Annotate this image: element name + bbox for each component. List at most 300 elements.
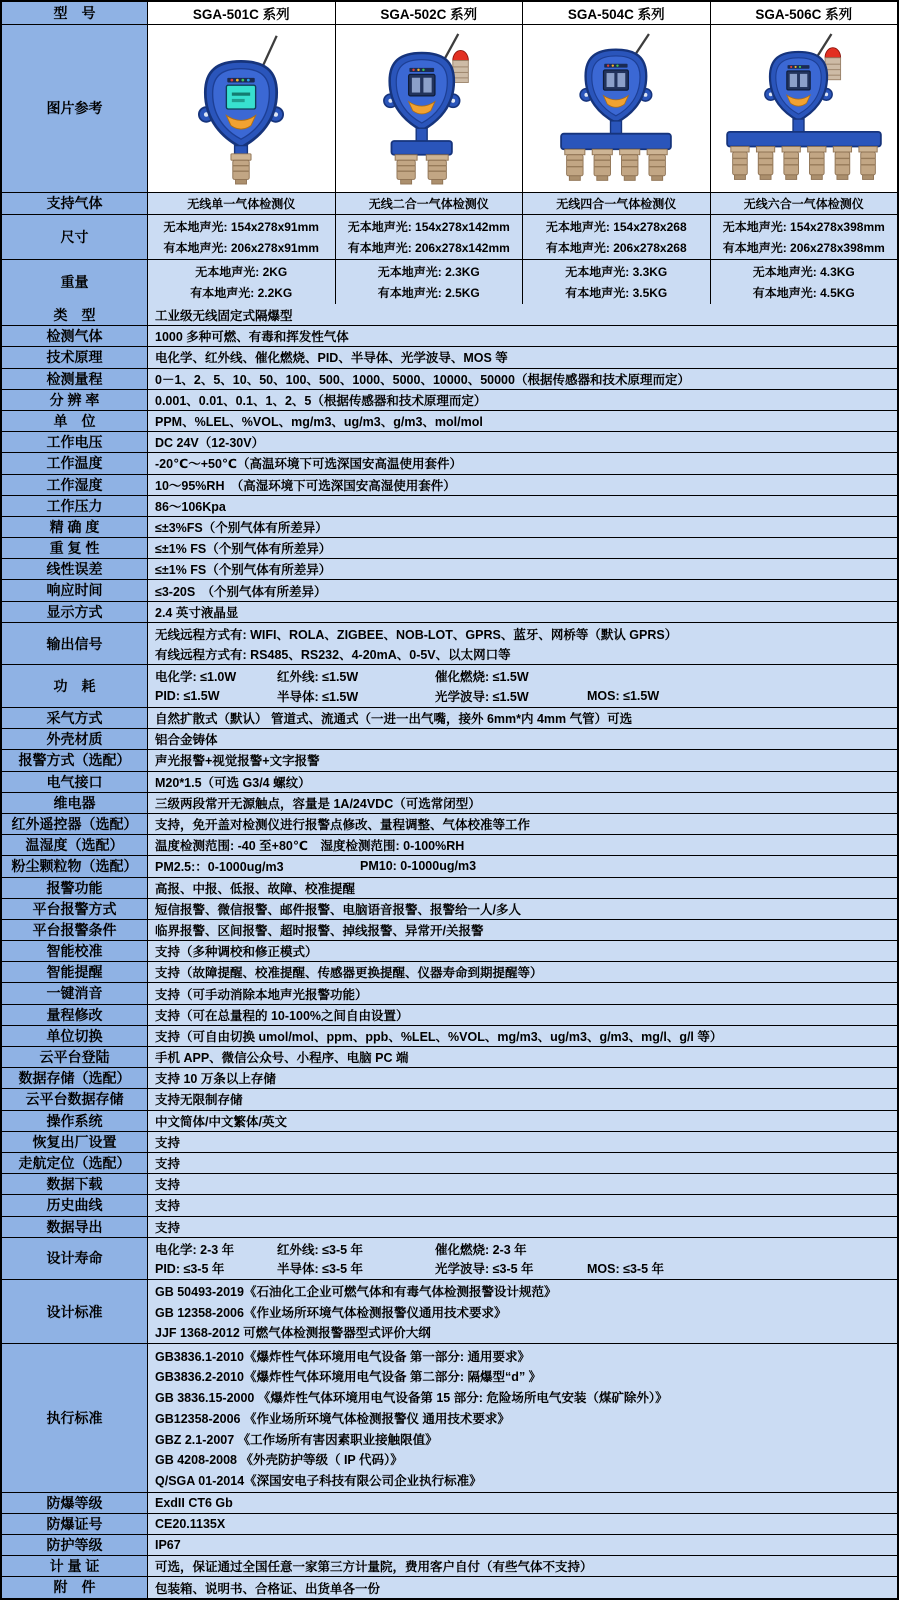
row-value: [148, 1195, 897, 1215]
row-label: 粉尘颗粒物（选配）: [2, 856, 148, 876]
size-value: [523, 215, 711, 259]
spec-row: [2, 516, 897, 537]
spec-row: [2, 1279, 897, 1343]
spec-row: [2, 1343, 897, 1492]
weight-line: 无本地声光: 2KG: [195, 265, 288, 280]
row-value: [148, 304, 897, 325]
spec-row: [2, 389, 897, 410]
value-segment: 支持（可手动消除本地声光报警功能）: [155, 987, 368, 1002]
row-label: 云平台数据存储: [2, 1089, 148, 1109]
value-line: [155, 476, 893, 494]
row-value: [148, 602, 897, 622]
value-segment: GB3836.1-2010《爆炸性气体环境用电气设备 第一部分: 通用要求》: [155, 1349, 531, 1364]
value-line: [155, 348, 893, 366]
spec-row: [2, 1492, 897, 1513]
value-line: [155, 857, 893, 875]
row-label: 走航定位（选配）: [2, 1153, 148, 1173]
row-label: 线性误差: [2, 559, 148, 579]
value-line: [155, 709, 893, 727]
row-value: [148, 1556, 897, 1576]
row-value: [148, 665, 897, 707]
value-segment: ≤±1% FS（个别气体有所差异）: [155, 542, 332, 557]
header-row: [2, 2, 897, 24]
row-value: [148, 814, 897, 834]
value-segment: 1000 多种可燃、有毒和挥发性气体: [155, 330, 349, 345]
value-line: [155, 1450, 893, 1468]
size-value: [148, 215, 336, 259]
value-line: [155, 1367, 893, 1385]
row-label: 工作电压: [2, 432, 148, 452]
value-segment: M20*1.5（可选 G3/4 螺纹）: [155, 775, 311, 790]
row-label: 重 复 性: [2, 538, 148, 558]
row-label: 工作压力: [2, 496, 148, 516]
row-label: 工作温度: [2, 453, 148, 473]
spec-row: [2, 771, 897, 792]
spec-row: [2, 1194, 897, 1215]
spec-row: [2, 1555, 897, 1576]
value-segment: PID: ≤1.5W: [155, 689, 220, 704]
row-value: [148, 369, 897, 389]
row-value: [148, 1280, 897, 1343]
value-segment: IP67: [155, 1538, 181, 1553]
value-segment: ExdII CT6 Gb: [155, 1495, 233, 1510]
spec-row: [2, 749, 897, 770]
value-segment: 短信报警、微信报警、邮件报警、电脑语音报警、报警给一人/多人: [155, 902, 521, 917]
model-header-sga-506c: SGA-506C 系列: [711, 2, 898, 24]
value-segment: 工业级无线固定式隔爆型: [155, 308, 293, 323]
value-segment: 10～95%RH （高湿环境下可选深国安高湿使用套件）: [155, 478, 456, 493]
row-value: [148, 835, 897, 855]
spec-row: [2, 622, 897, 665]
spec-row: [2, 961, 897, 982]
size-value: [336, 215, 524, 259]
row-value: [148, 962, 897, 982]
row-value: [148, 899, 897, 919]
row-label: 支持气体: [2, 193, 148, 214]
weight-value: [336, 260, 524, 304]
weight-value: [523, 260, 711, 304]
value-segment: ≤3-20S （个别气体有所差异）: [155, 584, 327, 599]
value-line: [155, 1048, 893, 1066]
value-line: [155, 560, 893, 578]
value-line: [155, 942, 893, 960]
value-segment: 有线远程方式有: RS485、RS232、4-20mA、0-5V、以太网口等: [155, 647, 511, 662]
value-segment: 自然扩散式（默认） 管道式、流通式（一进一出气嘴，接外 6mm*内 4mm 气管）可选: [155, 712, 633, 727]
row-label: 智能校准: [2, 941, 148, 961]
value-line: [155, 391, 893, 409]
value-line: [155, 1006, 893, 1024]
value-segment: ≤±3%FS（个别气体有所差异）: [155, 520, 328, 535]
row-label: 重量: [2, 260, 148, 304]
value-line: [155, 1409, 893, 1427]
spec-row: [2, 537, 897, 558]
row-value: [148, 1111, 897, 1131]
value-line: [155, 1196, 893, 1214]
value-line: [155, 539, 893, 557]
value-segment: DC 24V（12-30V）: [155, 436, 265, 451]
value-line: [155, 836, 893, 854]
value-segment: ≤±1% FS（个别气体有所差异）: [155, 563, 332, 578]
spec-row: [2, 919, 897, 940]
row-value: [148, 708, 897, 728]
value-line: [155, 370, 893, 388]
row-label: 温湿度（选配）: [2, 835, 148, 855]
size-line: 有本地声光: 206x278x142mm: [347, 240, 510, 255]
value-segment: GB 3836.15-2000 《爆炸性气体环境用电气设备第 15 部分: 危险场所电气安装（煤矿除外）》: [155, 1391, 668, 1406]
row-label: 红外遥控器（选配）: [2, 814, 148, 834]
spec-row: [2, 940, 897, 961]
support-gas-value: 无线二合一气体检测仪: [336, 193, 524, 214]
value-segment: 0－1、2、5、10、50、100、500、1000、5000、10000、50000（根据传感器和技术原理而定）: [155, 372, 690, 387]
row-label: 数据下载: [2, 1174, 148, 1194]
spec-row: [2, 813, 897, 834]
value-segment: 手机 APP、微信公众号、小程序、电脑 PC 端: [155, 1051, 409, 1066]
row-label: 报警方式（选配）: [2, 750, 148, 770]
product-image-cell: [523, 25, 711, 192]
value-segment: GBZ 2.1-2007 《工作场所有害因素职业接触限值》: [155, 1432, 438, 1447]
value-line: [155, 1175, 893, 1193]
value-line: [155, 1538, 893, 1552]
size-line: 有本地声光: 206x278x398mm: [722, 240, 885, 255]
value-segment: 中文简体/中文繁体/英文: [155, 1114, 287, 1129]
spec-row: [2, 1046, 897, 1067]
row-label: 响应时间: [2, 580, 148, 600]
spec-row: [2, 877, 897, 898]
weight-line: 有本地声光: 2.2KG: [190, 285, 293, 300]
spec-row: [2, 1110, 897, 1131]
row-value: [148, 1514, 897, 1534]
row-label: 功 耗: [2, 665, 148, 707]
weight-value: [711, 260, 898, 304]
value-segment: 支持（可在总量程的 10-100%之间自由设置）: [155, 1008, 409, 1023]
row-value: [148, 390, 897, 410]
value-segment: CE20.1135X: [155, 1516, 226, 1531]
value-segment: GB 12358-2006《作业场所环境气体检测报警仪通用技术要求》: [155, 1305, 507, 1320]
row-label: 工作湿度: [2, 475, 148, 495]
row-label: 技术原理: [2, 347, 148, 367]
value-line: [155, 1471, 893, 1489]
value-line: [155, 1154, 893, 1172]
value-segment: 高报、中报、低报、故障、校准提醒: [155, 881, 356, 896]
value-segment: 包装箱、说明书、合格证、出货单各一份: [155, 1581, 381, 1596]
product-image-cell: [711, 25, 898, 192]
value-segment: 铝合金铸体: [155, 733, 218, 748]
weight-line: 无本地声光: 2.3KG: [377, 265, 480, 280]
value-segment: 声光报警+视觉报警+文字报警: [155, 754, 320, 769]
row-value: [148, 983, 897, 1003]
model-header-sga-501c: SGA-501C 系列: [148, 2, 336, 24]
size-line: 有本地声光: 206x278x91mm: [163, 240, 319, 255]
value-line: [155, 1430, 893, 1448]
value-segment: 2.4 英寸液晶显: [155, 605, 239, 620]
weight-row: [2, 259, 897, 304]
value-line: [155, 1282, 893, 1300]
row-label: 维电器: [2, 793, 148, 813]
value-segment: 电化学: ≤1.0W: [155, 670, 237, 685]
value-segment: 86～106Kpa: [155, 499, 226, 514]
row-label: 外壳材质: [2, 729, 148, 749]
row-label: 执行标准: [2, 1344, 148, 1492]
value-line: [155, 687, 893, 705]
value-segment: 支持（多种调校和修正模式）: [155, 945, 318, 960]
row-value: [148, 1217, 897, 1237]
row-label: 检测气体: [2, 326, 148, 346]
row-value: [148, 411, 897, 431]
value-segment: GB 4208-2008 《外壳防护等级（ IP 代码）》: [155, 1453, 403, 1468]
value-segment: 支持（可自由切换 umol/mol、ppm、ppb、%LEL、%VOL、mg/m3、ug/m3、g/m3、mg/l、g/l 等）: [155, 1029, 723, 1044]
spec-row: [2, 325, 897, 346]
value-line: [155, 985, 893, 1003]
row-label: 采气方式: [2, 708, 148, 728]
value-line: [155, 751, 893, 769]
spec-row: [2, 346, 897, 367]
row-value: [148, 1238, 897, 1280]
value-line: [155, 1027, 893, 1045]
row-value: [148, 750, 897, 770]
value-line: [155, 963, 893, 981]
row-label: 单位切换: [2, 1026, 148, 1046]
spec-row: [2, 452, 897, 473]
product-image-cell: [336, 25, 524, 192]
value-segment: PPM、%LEL、%VOL、mg/m3、ug/m3、g/m3、mol/mol: [155, 415, 483, 430]
weight-line: 无本地声光: 4.3KG: [752, 265, 855, 280]
size-line: 无本地声光: 154x278x268: [545, 220, 687, 235]
spec-row: [2, 474, 897, 495]
value-segment: 支持: [155, 1135, 181, 1150]
spec-row: [2, 1088, 897, 1109]
spec-row: [2, 1216, 897, 1237]
size-line: 有本地声光: 206x278x268: [545, 240, 687, 255]
row-label: 历史曲线: [2, 1195, 148, 1215]
value-segment: 支持: [155, 1178, 181, 1193]
value-line: [155, 900, 893, 918]
value-line: [155, 433, 893, 451]
size-line: 无本地声光: 154x278x142mm: [347, 220, 510, 235]
support-gas-row: [2, 192, 897, 214]
row-value: [148, 623, 897, 665]
value-line: [155, 1259, 893, 1277]
value-line: [155, 1090, 893, 1108]
spec-row: [2, 1513, 897, 1534]
row-label: 图片参考: [2, 25, 148, 192]
value-segment: GB 50493-2019《石油化工企业可燃气体和有毒气体检测报警设计规范》: [155, 1285, 557, 1300]
product-image-sga-501c-icon: [155, 32, 327, 186]
weight-line: 有本地声光: 2.5KG: [377, 285, 480, 300]
size-row: [2, 214, 897, 259]
size-line: 无本地声光: 154x278x398mm: [722, 220, 885, 235]
spec-row: [2, 1004, 897, 1025]
row-label: 智能提醒: [2, 962, 148, 982]
row-label: 显示方式: [2, 602, 148, 622]
row-label: 分 辨 率: [2, 390, 148, 410]
row-value: [148, 1068, 897, 1088]
row-value: [148, 1153, 897, 1173]
value-segment: 半导体: ≤3-5 年: [277, 1262, 364, 1277]
spec-row: [2, 495, 897, 516]
value-segment: 支持（故障提醒、校准提醒、传感器更换提醒、仪器寿命到期提醒等）: [155, 966, 543, 981]
value-segment: 支持，免开盖对检测仪进行报警点修改、量程调整、气体校准等工作: [155, 818, 531, 833]
value-line: [155, 603, 893, 621]
row-value: [148, 1344, 897, 1492]
product-image-sga-504c-icon: [530, 32, 702, 186]
value-line: [155, 1303, 893, 1321]
value-segment: -20℃～+50℃（高温环境下可选深国安高温使用套件）: [155, 457, 463, 472]
row-label: 电气接口: [2, 772, 148, 792]
value-segment: MOS: ≤1.5W: [587, 689, 660, 704]
value-line: [155, 497, 893, 515]
support-gas-value: 无线四合一气体检测仪: [523, 193, 711, 214]
row-value: [148, 538, 897, 558]
spec-row: [2, 368, 897, 389]
value-segment: PM2.5:：0-1000ug/m3: [155, 860, 284, 875]
value-line: [155, 1133, 893, 1151]
value-segment: 光学波导: ≤3-5 年: [435, 1262, 534, 1277]
weight-line: 有本地声光: 4.5KG: [752, 285, 855, 300]
spec-row: [2, 601, 897, 622]
row-label: 类 型: [2, 304, 148, 325]
value-line: [155, 1557, 893, 1575]
spec-row: [2, 1131, 897, 1152]
row-value: [148, 1089, 897, 1109]
value-segment: GB3836.2-2010《爆炸性气体环境用电气设备 第二部分: 隔爆型“d” 》: [155, 1370, 542, 1385]
row-value: [148, 856, 897, 876]
product-image-sga-506c-icon: [718, 32, 890, 186]
value-line: [155, 815, 893, 833]
value-segment: 温度检测范围: -40 至+80℃ 湿度检测范围: 0-100%RH: [155, 839, 465, 854]
spec-row: [2, 728, 897, 749]
row-label: 数据导出: [2, 1217, 148, 1237]
row-label: 防爆等级: [2, 1493, 148, 1513]
row-label: 防护等级: [2, 1535, 148, 1555]
value-line: [155, 794, 893, 812]
spec-row: [2, 431, 897, 452]
header-label: 型 号: [2, 2, 148, 24]
value-line: [155, 667, 893, 685]
value-line: [155, 1347, 893, 1365]
weight-line: 无本地声光: 3.3KG: [565, 265, 668, 280]
value-line: [155, 1496, 893, 1510]
value-segment: PID: ≤3-5 年: [155, 1262, 225, 1277]
value-segment: 催化燃烧: ≤1.5W: [435, 670, 529, 685]
row-value: [148, 517, 897, 537]
row-label: 设计寿命: [2, 1238, 148, 1280]
row-label: 单 位: [2, 411, 148, 431]
value-segment: 支持: [155, 1199, 181, 1214]
row-label: 报警功能: [2, 878, 148, 898]
value-line: [155, 412, 893, 430]
row-label: 平台报警条件: [2, 920, 148, 940]
row-value: [148, 1577, 897, 1597]
value-segment: 可选，保证通过全国任意一家第三方计量院，费用客户自付（有些气体不支持）: [155, 1560, 593, 1575]
spec-row: [2, 1576, 897, 1597]
spec-row: [2, 1067, 897, 1088]
value-line: [155, 1069, 893, 1087]
value-line: [155, 625, 893, 643]
value-segment: 支持 10 万条以上存储: [155, 1072, 276, 1087]
value-line: [155, 306, 893, 324]
spec-row: [2, 707, 897, 728]
row-label: 检测量程: [2, 369, 148, 389]
row-value: [148, 1174, 897, 1194]
value-line: [155, 1240, 893, 1258]
row-label: 云平台登陆: [2, 1047, 148, 1067]
row-label: 一键消音: [2, 983, 148, 1003]
value-segment: 支持: [155, 1220, 181, 1235]
row-label: 精 确 度: [2, 517, 148, 537]
row-value: [148, 772, 897, 792]
product-image-cell: [148, 25, 336, 192]
spec-row: [2, 1025, 897, 1046]
support-gas-value: 无线六合一气体检测仪: [711, 193, 898, 214]
row-value: [148, 432, 897, 452]
row-value: [148, 580, 897, 600]
model-header-sga-502c: SGA-502C 系列: [336, 2, 524, 24]
row-value: [148, 347, 897, 367]
row-value: [148, 1132, 897, 1152]
row-value: [148, 1047, 897, 1067]
value-line: [155, 1112, 893, 1130]
row-value: [148, 559, 897, 579]
value-segment: 支持无限制存储: [155, 1093, 243, 1108]
spec-row: [2, 1173, 897, 1194]
row-label: 附 件: [2, 1577, 148, 1597]
value-line: [155, 645, 893, 663]
row-value: [148, 793, 897, 813]
value-line: [155, 879, 893, 897]
spec-row: [2, 304, 897, 325]
value-line: [155, 1517, 893, 1531]
value-segment: 无线远程方式有: WIFI、ROLA、ZIGBEE、NOB-LOT、GPRS、蓝牙、网桥等（默认 GPRS）: [155, 627, 678, 642]
row-value: [148, 878, 897, 898]
spec-row: [2, 855, 897, 876]
value-line: [155, 773, 893, 791]
row-value: [148, 729, 897, 749]
value-line: [155, 518, 893, 536]
row-label: 恢复出厂设置: [2, 1132, 148, 1152]
row-value: [148, 475, 897, 495]
value-line: [155, 454, 893, 472]
value-segment: GB12358-2006 《作业场所环境气体检测报警仪 通用技术要求》: [155, 1411, 510, 1426]
spec-row: [2, 558, 897, 579]
row-label: 数据存储（选配）: [2, 1068, 148, 1088]
value-segment: 支持: [155, 1157, 181, 1172]
value-line: [155, 1218, 893, 1236]
spec-row: [2, 1237, 897, 1280]
value-line: [155, 1579, 893, 1597]
value-segment: 电化学、红外线、催化燃烧、PID、半导体、光学波导、MOS 等: [155, 351, 508, 366]
row-label: 尺寸: [2, 215, 148, 259]
product-image-sga-502c-icon: [343, 32, 515, 186]
size-line: 无本地声光: 154x278x91mm: [163, 220, 319, 235]
value-segment: 临界报警、区间报警、超时报警、掉线报警、异常开/关报警: [155, 923, 484, 938]
model-header-sga-504c: SGA-504C 系列: [523, 2, 711, 24]
row-label: 计 量 证: [2, 1556, 148, 1576]
row-label: 防爆证号: [2, 1514, 148, 1534]
row-label: 输出信号: [2, 623, 148, 665]
spec-row: [2, 898, 897, 919]
value-segment: 电化学: 2-3 年: [155, 1242, 235, 1257]
value-segment: Q/SGA 01-2014《深国安电子科技有限公司企业执行标准》: [155, 1473, 482, 1488]
value-segment: 催化燃烧: 2-3 年: [435, 1242, 527, 1257]
row-value: [148, 1493, 897, 1513]
spec-row: [2, 834, 897, 855]
row-value: [148, 496, 897, 516]
spec-row: [2, 579, 897, 600]
value-line: [155, 730, 893, 748]
value-segment: MOS: ≤3-5 年: [587, 1262, 665, 1277]
value-segment: 红外线: ≤1.5W: [277, 670, 359, 685]
value-segment: PM10: 0-1000ug/m3: [360, 859, 477, 874]
